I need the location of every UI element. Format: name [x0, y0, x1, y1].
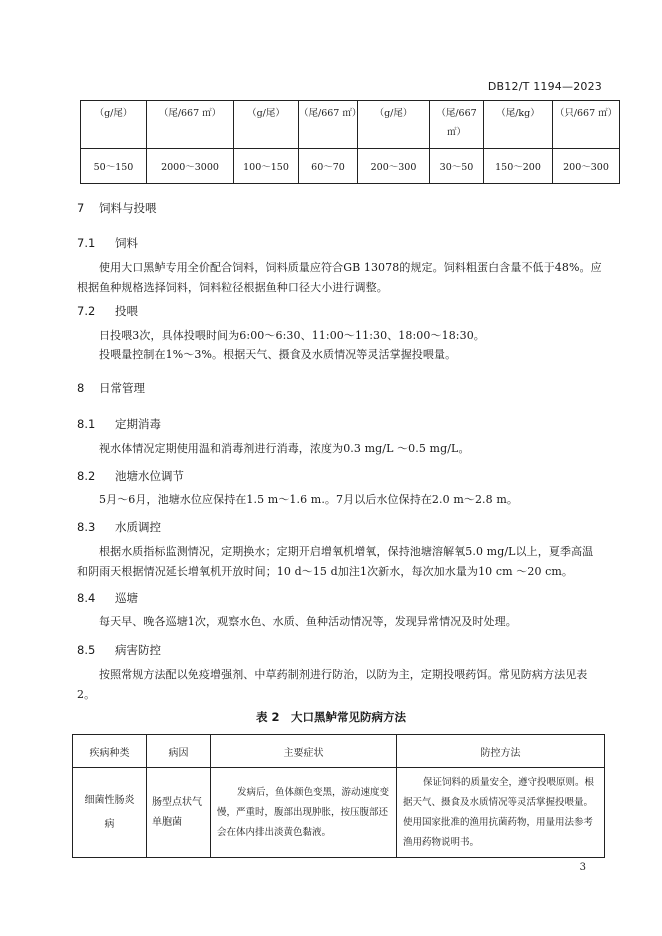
table-header-row — [73, 735, 605, 768]
table-row — [73, 768, 605, 858]
table-cell: 200～300 — [553, 149, 620, 184]
paragraph-water-level: 5月～6月，池塘水位应保持在1.5 m～1.6 m.。7月以后水位保持在2.0 m～2.8 m。 — [99, 493, 518, 506]
paragraph-feeding-times: 日投喂3次，具体投喂时间为6:00～6:30、11:00～11:30、18:00～18:30。 — [99, 329, 485, 342]
section-number: 8.3 — [77, 520, 96, 534]
table-cell: 60～70 — [299, 149, 358, 184]
section-title: 池塘水位调节 — [115, 469, 184, 483]
section-title: 投喂 — [115, 304, 138, 318]
section-title: 病害防控 — [115, 643, 161, 657]
table-cell: 100～150 — [234, 149, 299, 184]
section-number: 8.2 — [77, 469, 96, 483]
section-number: 8.5 — [77, 643, 96, 657]
table-header-cell: （尾/667 ㎡） — [147, 101, 234, 149]
table-header-cell: 疾病种类 — [73, 735, 147, 768]
table-header-cell: （g/尾） — [81, 101, 147, 149]
paragraph-disinfection: 视水体情况定期使用温和消毒剂进行消毒，浓度为0.3 mg/L ～0.5 mg/L。 — [99, 442, 470, 455]
table-cell: 2000～3000 — [147, 149, 234, 184]
table-header-cell: 防控方法 — [397, 735, 605, 768]
paragraph-feeding-amount: 投喂量控制在1%～3%。根据天气、摄食及水质情况等灵活掌握投喂量。 — [99, 348, 457, 361]
section-title: 巡塘 — [115, 591, 138, 605]
section-heading-7-1 — [77, 235, 138, 251]
table-header-cell: （g/尾） — [234, 101, 299, 149]
section-heading-7-2 — [77, 303, 138, 319]
section-heading-8-3 — [77, 519, 161, 535]
symptoms-cell: 发病后，鱼体颜色变黑，游动速度变慢，严重时，腹部出现肿胀，按压腹部还会在体内排出淡黄色黏液。 — [211, 768, 397, 858]
paragraph-water-quality: 根据水质指标监测情况，定期换水；定期开启增氧机增氧，保持池塘溶解氧5.0 mg/L以上，夏季高温和阴雨天根据情况延长增氧机开放时间；10 d～15 d加注1次新水，每次加水量为10 cm ～20 cm。 — [77, 545, 594, 578]
table-header-cell: （尾/667 ㎡） — [299, 101, 358, 149]
table-cell: 30～50 — [430, 149, 484, 184]
disease-cause-cell: 肠型点状气单胞菌 — [147, 768, 211, 858]
table-header-cell: 主要症状 — [211, 735, 397, 768]
paragraph-patrol: 每天早、晚各巡塘1次，观察水色、水质、鱼种活动情况等，发现异常情况及时处理。 — [99, 615, 517, 628]
section-number: 7.1 — [77, 236, 96, 250]
section-title: 饲料与投喂 — [99, 201, 157, 215]
section-heading-8-1 — [77, 416, 161, 432]
section-heading-8-2 — [77, 468, 184, 484]
paragraph-feed: 使用大口黑鲈专用全价配合饲料，饲料质量应符合GB 13078的规定。饲料粗蛋白含量不低于48%。应根据鱼种规格选择饲料，饲料粒径根据鱼种口径大小进行调整。 — [77, 261, 602, 294]
section-number: 7.2 — [77, 304, 96, 318]
table-header-cell: （只/667 ㎡） — [553, 101, 620, 149]
disease-type-cell: 细菌性肠炎病 — [73, 768, 147, 858]
table-header-cell: 病因 — [147, 735, 211, 768]
section-heading-7 — [77, 200, 157, 216]
page-number: 3 — [579, 862, 586, 873]
paragraph-disease-control: 按照常规方法配以免疫增强剂、中草药制剂进行防治，以防为主，定期投喂药饵。常见防病方法见表2。 — [77, 668, 588, 701]
table-header-cell: （g/尾） — [358, 101, 430, 149]
table-cell: 200～300 — [358, 149, 430, 184]
section-title: 定期消毒 — [115, 417, 161, 431]
table-cell: 50～150 — [81, 149, 147, 184]
section-heading-8-4 — [77, 590, 138, 606]
document-id: DB12/T 1194—2023 — [487, 80, 602, 93]
section-heading-8 — [77, 380, 145, 396]
section-number: 8.4 — [77, 591, 96, 605]
section-title: 饲料 — [115, 236, 138, 250]
table-header-cell: （尾/kg） — [484, 101, 553, 149]
section-number: 8 — [77, 381, 85, 395]
table-header-row — [81, 101, 620, 149]
section-title: 日常管理 — [99, 381, 145, 395]
control-method-cell: 保证饲料的质量安全，遵守投喂原则。根据天气、摄食及水质情况等灵活掌握投喂量。使用国家批准的渔用抗菌药物，用量用法参考渔用药物说明书。 — [397, 768, 605, 858]
table-row — [81, 149, 620, 184]
section-number: 8.1 — [77, 417, 96, 431]
section-title: 水质调控 — [115, 520, 161, 534]
table-cell: 150～200 — [484, 149, 553, 184]
section-heading-8-5 — [77, 642, 161, 658]
table-header-cell: （尾/667 ㎡） — [430, 101, 484, 149]
stocking-table — [80, 100, 620, 184]
section-number: 7 — [77, 201, 85, 215]
table-caption: 表 2 大口黑鲈常见防病方法 — [255, 710, 406, 724]
disease-table — [72, 734, 605, 858]
